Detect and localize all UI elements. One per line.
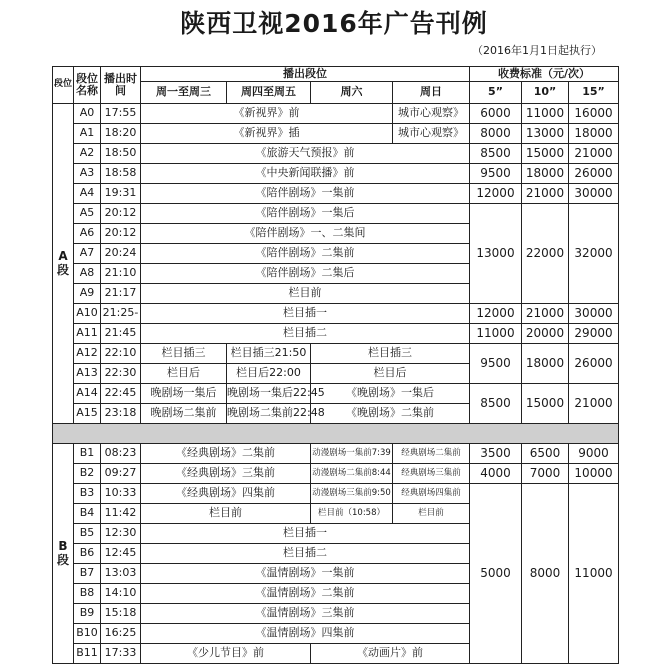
price-10s: 18000	[522, 344, 569, 384]
program-sunday: 栏目前	[393, 504, 470, 524]
price-5s: 11000	[470, 324, 522, 344]
air-time: 21:17	[101, 284, 141, 304]
price-15s: 30000	[569, 184, 619, 204]
slot-name: A3	[74, 164, 101, 184]
air-time: 22:30	[101, 364, 141, 384]
program-thu-fri: 晚剧场一集后22:45	[227, 384, 311, 404]
price-10s: 21000	[522, 304, 569, 324]
program: 《温情剧场》三集前	[141, 604, 470, 624]
air-time: 23:18	[101, 404, 141, 424]
header-thu-fri: 周四至周五	[227, 82, 311, 104]
price-5s: 12000	[470, 184, 522, 204]
price-5s: 9500	[470, 164, 522, 184]
program: 栏目插一	[141, 304, 470, 324]
rate-table	[52, 66, 619, 664]
slot-name: B9	[74, 604, 101, 624]
program-saturday: 动漫剧场三集前9:50	[311, 484, 393, 504]
header-10s: 10”	[522, 82, 569, 104]
slot-name: B1	[74, 444, 101, 464]
slot-name: A4	[74, 184, 101, 204]
air-time: 15:18	[101, 604, 141, 624]
price-5s: 8000	[470, 124, 522, 144]
program: 《经典剧场》四集前	[141, 484, 311, 504]
price-10s: 6500	[522, 444, 569, 464]
air-time: 13:03	[101, 564, 141, 584]
program-sunday: 经典剧场二集前	[393, 444, 470, 464]
program-thu-fri: 栏目插三21:50	[227, 344, 311, 364]
program: 《陪伴剧场》一集后	[141, 204, 470, 224]
page-title: 陕西卫视2016年广告刊例	[180, 9, 488, 38]
air-time: 10:33	[101, 484, 141, 504]
program: 《陪伴剧场》一、二集间	[141, 224, 470, 244]
section-divider	[53, 424, 619, 444]
group-label-a: A段	[53, 104, 74, 424]
table-row	[53, 204, 619, 224]
slot-name: A6	[74, 224, 101, 244]
air-time: 18:58	[101, 164, 141, 184]
program: 《新视界》前	[141, 104, 393, 124]
table-row	[53, 444, 619, 464]
slot-name: A14	[74, 384, 101, 404]
program: 栏目插二	[141, 544, 470, 564]
price-15s: 10000	[569, 464, 619, 484]
program: 《中央新闻联播》前	[141, 164, 470, 184]
price-5s: 4000	[470, 464, 522, 484]
air-time: 14:10	[101, 584, 141, 604]
slot-name: B2	[74, 464, 101, 484]
air-time: 18:20	[101, 124, 141, 144]
program-mon-wed: 晚剧场一集后	[141, 384, 227, 404]
table-row	[53, 184, 619, 204]
price-10s: 15000	[522, 144, 569, 164]
program: 《陪伴剧场》二集前	[141, 244, 470, 264]
slot-name: A15	[74, 404, 101, 424]
program-weekend: 《晚剧场》二集前	[311, 404, 470, 424]
price-10s: 22000	[522, 204, 569, 304]
program: 《经典剧场》二集前	[141, 444, 311, 464]
header-fee: 收费标准（元/次）	[470, 67, 619, 82]
program-saturday: 动漫剧场一集前7:39	[311, 444, 393, 464]
price-15s: 26000	[569, 344, 619, 384]
program: 《少儿节目》前	[141, 644, 311, 664]
price-15s: 11000	[569, 484, 619, 664]
price-10s: 15000	[522, 384, 569, 424]
air-time: 21:10	[101, 264, 141, 284]
program-thu-fri: 晚剧场二集前22:48	[227, 404, 311, 424]
table-row	[53, 344, 619, 364]
price-15s: 9000	[569, 444, 619, 464]
slot-name: A10	[74, 304, 101, 324]
program: 《经典剧场》三集前	[141, 464, 311, 484]
price-10s: 20000	[522, 324, 569, 344]
program-weekend: 栏目插三	[311, 344, 470, 364]
table-row	[53, 324, 619, 344]
program-weekend: 《晚剧场》一集后	[311, 384, 470, 404]
price-10s: 11000	[522, 104, 569, 124]
table-row	[53, 384, 619, 404]
air-time: 21:45	[101, 324, 141, 344]
price-10s: 13000	[522, 124, 569, 144]
program-sunday: 城市心观察》	[393, 124, 470, 144]
group-label-b: B段	[53, 444, 74, 664]
slot-name: B11	[74, 644, 101, 664]
slot-name: A9	[74, 284, 101, 304]
header-sat: 周六	[311, 82, 393, 104]
price-15s: 32000	[569, 204, 619, 304]
program-weekend: 《动画片》前	[311, 644, 470, 664]
air-time: 20:24	[101, 244, 141, 264]
header-sun: 周日	[393, 82, 470, 104]
price-5s: 3500	[470, 444, 522, 464]
price-15s: 26000	[569, 164, 619, 184]
slot-name: A2	[74, 144, 101, 164]
table-row	[53, 164, 619, 184]
air-time: 18:50	[101, 144, 141, 164]
slot-name: B5	[74, 524, 101, 544]
table-row	[53, 124, 619, 144]
header-15s: 15”	[569, 82, 619, 104]
program-thu-fri: 栏目后22:00	[227, 364, 311, 384]
program-sunday: 经典剧场四集前	[393, 484, 470, 504]
program: 《陪伴剧场》一集前	[141, 184, 470, 204]
program: 《陪伴剧场》二集后	[141, 264, 470, 284]
price-5s: 6000	[470, 104, 522, 124]
table-row	[53, 484, 619, 504]
price-5s: 8500	[470, 144, 522, 164]
program: 栏目插二	[141, 324, 470, 344]
header-broadcast: 播出段位	[141, 67, 470, 82]
table-row	[53, 144, 619, 164]
slot-name: A8	[74, 264, 101, 284]
header-time: 播出时间	[101, 67, 141, 104]
air-time: 20:12	[101, 224, 141, 244]
divider-cell	[53, 424, 619, 444]
air-time: 19:31	[101, 184, 141, 204]
price-5s: 13000	[470, 204, 522, 304]
program: 《温情剧场》四集前	[141, 624, 470, 644]
slot-name: A0	[74, 104, 101, 124]
air-time: 12:45	[101, 544, 141, 564]
price-10s: 21000	[522, 184, 569, 204]
program: 《旅游天气预报》前	[141, 144, 470, 164]
effective-date: （2016年1月1日起执行）	[472, 44, 602, 57]
program-sunday: 经典剧场三集前	[393, 464, 470, 484]
slot-name: A5	[74, 204, 101, 224]
header-slot: 段位名称	[74, 67, 101, 104]
price-15s: 18000	[569, 124, 619, 144]
air-time: 22:45	[101, 384, 141, 404]
price-5s: 5000	[470, 484, 522, 664]
program: 《温情剧场》二集前	[141, 584, 470, 604]
program-saturday: 动漫剧场二集前8:44	[311, 464, 393, 484]
slot-name: A12	[74, 344, 101, 364]
program: 栏目前	[141, 504, 311, 524]
air-time: 22:10	[101, 344, 141, 364]
program: 《新视界》插	[141, 124, 393, 144]
program-mon-wed: 栏目插三	[141, 344, 227, 364]
air-time: 17:33	[101, 644, 141, 664]
slot-name: B4	[74, 504, 101, 524]
slot-name: A7	[74, 244, 101, 264]
air-time: 09:27	[101, 464, 141, 484]
air-time: 21:25-	[101, 304, 141, 324]
price-15s: 21000	[569, 384, 619, 424]
program-sunday: 城市心观察》	[393, 104, 470, 124]
program-mon-wed: 晚剧场二集前	[141, 404, 227, 424]
air-time: 12:30	[101, 524, 141, 544]
price-15s: 29000	[569, 324, 619, 344]
price-10s: 7000	[522, 464, 569, 484]
header-5s: 5”	[470, 82, 522, 104]
program-mon-wed: 栏目后	[141, 364, 227, 384]
slot-name: B6	[74, 544, 101, 564]
header-group: 段位	[53, 67, 74, 104]
table-row	[53, 304, 619, 324]
air-time: 16:25	[101, 624, 141, 644]
price-5s: 9500	[470, 344, 522, 384]
slot-name: A13	[74, 364, 101, 384]
price-5s: 8500	[470, 384, 522, 424]
slot-name: B8	[74, 584, 101, 604]
program: 《温情剧场》一集前	[141, 564, 470, 584]
price-15s: 16000	[569, 104, 619, 124]
program: 栏目前	[141, 284, 470, 304]
slot-name: B3	[74, 484, 101, 504]
air-time: 11:42	[101, 504, 141, 524]
table-row	[53, 104, 619, 124]
header-mon-wed: 周一至周三	[141, 82, 227, 104]
program: 栏目插一	[141, 524, 470, 544]
program-saturday: 栏目前（10:58）	[311, 504, 393, 524]
slot-name: B7	[74, 564, 101, 584]
table-row	[53, 464, 619, 484]
price-10s: 18000	[522, 164, 569, 184]
price-10s: 8000	[522, 484, 569, 664]
air-time: 20:12	[101, 204, 141, 224]
price-5s: 12000	[470, 304, 522, 324]
price-15s: 30000	[569, 304, 619, 324]
slot-name: A11	[74, 324, 101, 344]
price-15s: 21000	[569, 144, 619, 164]
slot-name: A1	[74, 124, 101, 144]
air-time: 17:55	[101, 104, 141, 124]
slot-name: B10	[74, 624, 101, 644]
program-weekend: 栏目后	[311, 364, 470, 384]
air-time: 08:23	[101, 444, 141, 464]
